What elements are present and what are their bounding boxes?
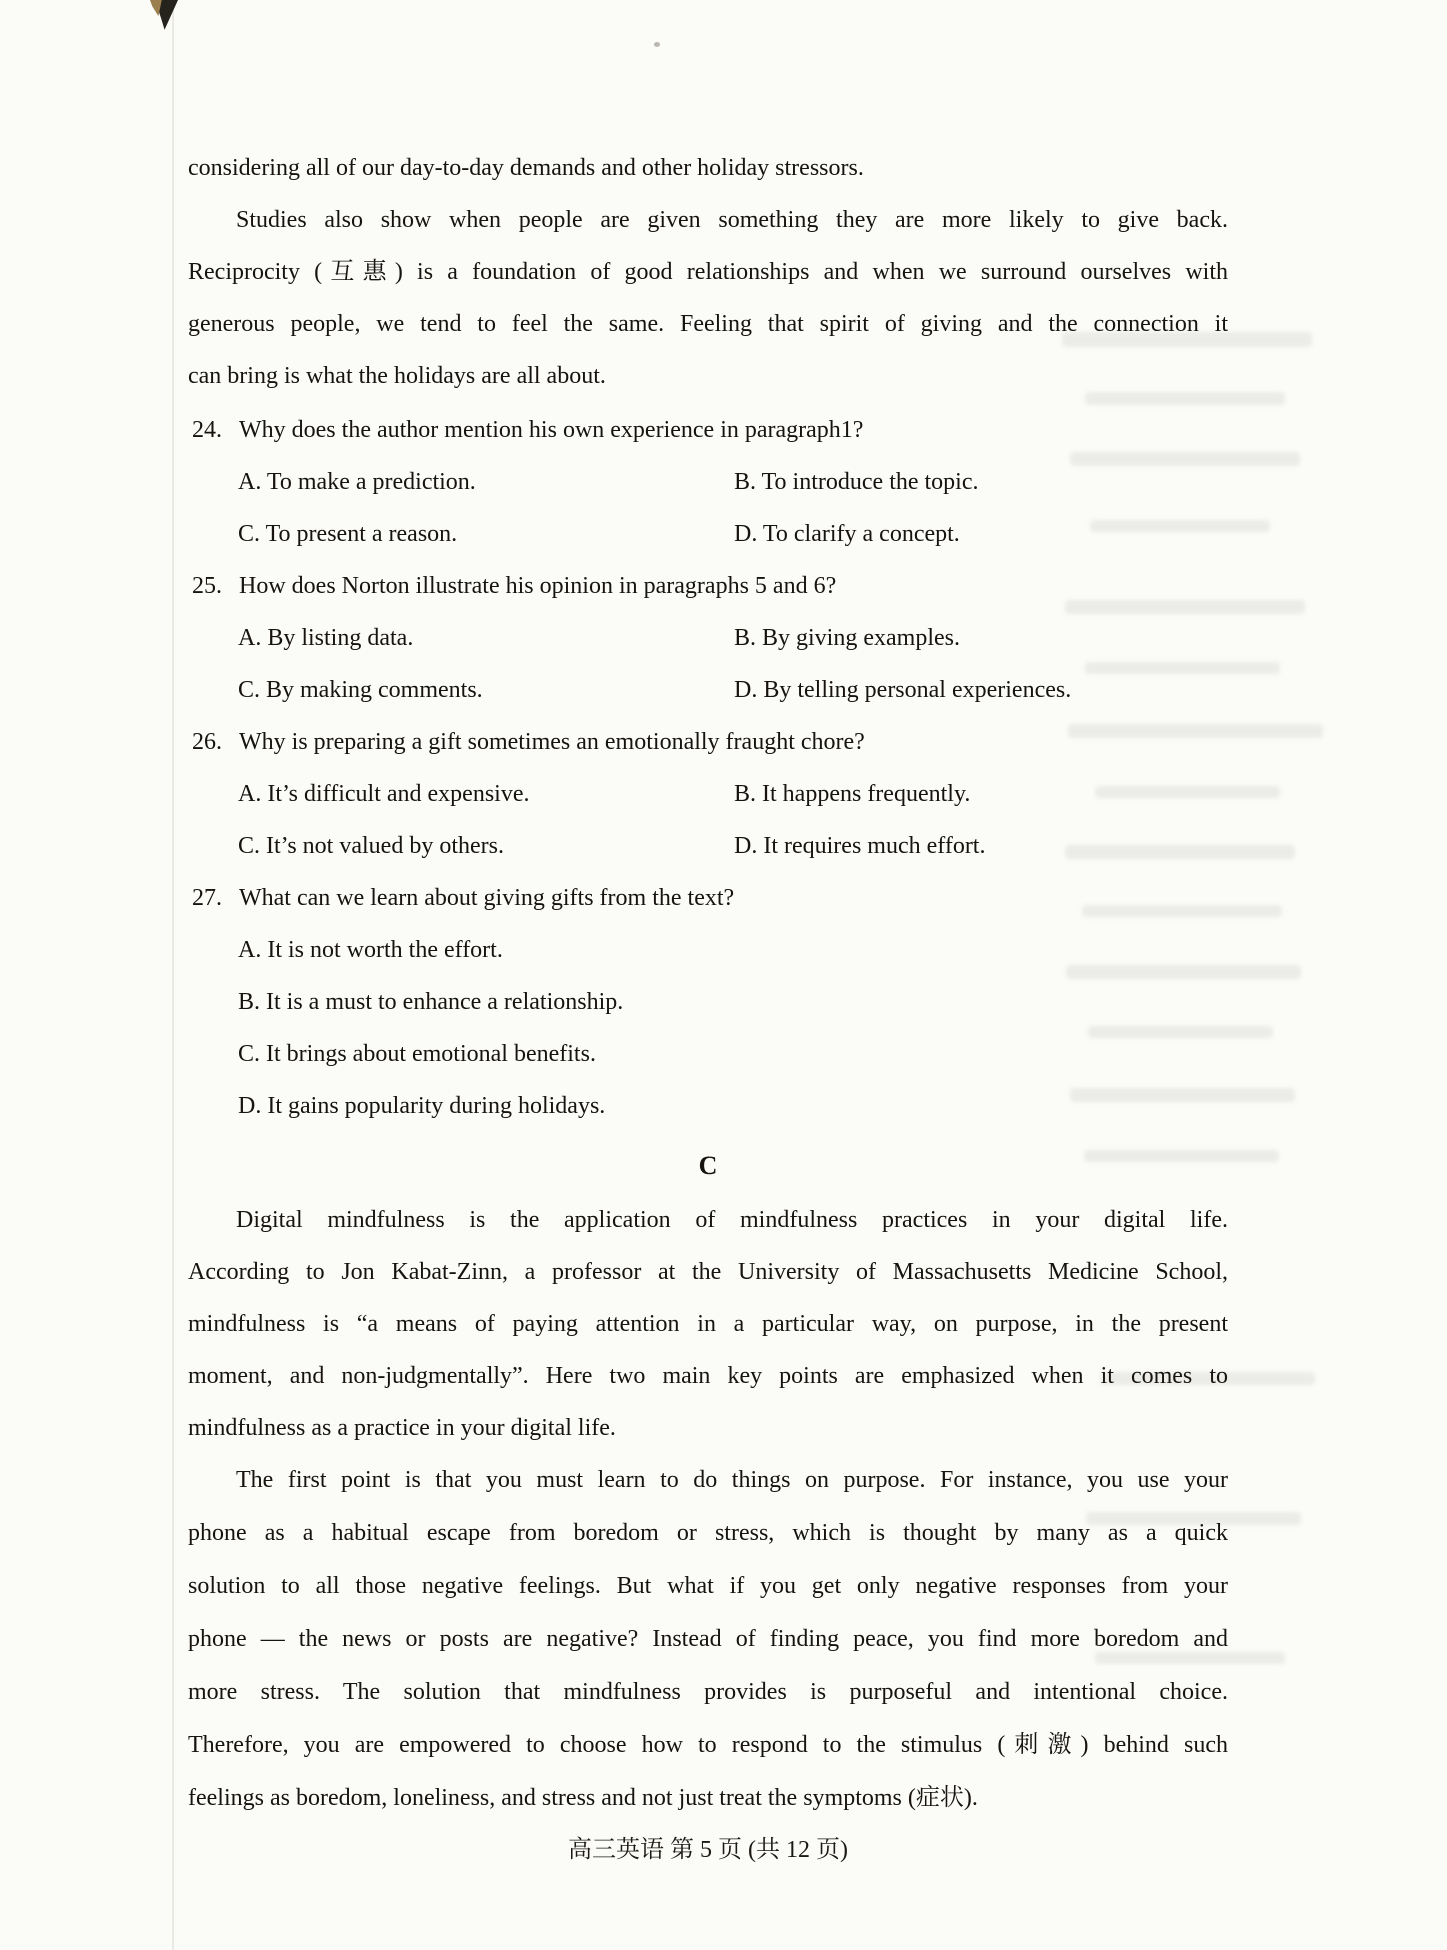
- question-26-option-a: A. It’s difficult and expensive.: [238, 781, 530, 807]
- passage-line: The first point is that you must learn to do things on purpose. For instance, you use your: [236, 1467, 1228, 1493]
- question-24-option-a: A. To make a prediction.: [238, 469, 476, 495]
- page-footer: 高三英语 第 5 页 (共 12 页): [568, 1837, 848, 1863]
- question-27-option-a: A. It is not worth the effort.: [238, 937, 503, 963]
- passage-line: solution to all those negative feelings. But what if you get only negative responses from your: [188, 1573, 1228, 1599]
- question-27: [188, 872, 1228, 1132]
- question-27-text: What can we learn about giving gifts from the text?: [239, 885, 735, 911]
- passage-line: can bring is what the holidays are all about.: [188, 363, 606, 389]
- question-25-option-b: B. By giving examples.: [734, 625, 960, 651]
- section-c-paragraph-2: [188, 1454, 1228, 1825]
- question-26-option-d: D. It requires much effort.: [734, 833, 986, 859]
- passage-line: phone — the news or posts are negative? Instead of finding peace, you find more boredom and: [188, 1626, 1228, 1652]
- passage-line: Reciprocity (互惠) is a foundation of good relationships and when we surround ourselves with: [188, 259, 1228, 285]
- exam-page-content: [188, 142, 1228, 1864]
- passage-line: phone as a habitual escape from boredom or stress, which is thought by many as a quick: [188, 1520, 1228, 1546]
- passage-line: feelings as boredom, loneliness, and stress and not just treat the symptoms (症状).: [188, 1785, 978, 1811]
- section-c-heading: C: [698, 1151, 718, 1180]
- question-25-number: 25.: [192, 573, 222, 599]
- question-24-option-b: B. To introduce the topic.: [734, 469, 979, 495]
- question-25-option-a: A. By listing data.: [238, 625, 414, 651]
- question-24-option-d: D. To clarify a concept.: [734, 521, 960, 547]
- question-27-option-b: B. It is a must to enhance a relationship.: [238, 989, 624, 1015]
- question-24-option-c: C. To present a reason.: [238, 521, 458, 547]
- section-c-paragraph-1: [188, 1194, 1228, 1454]
- question-26: [188, 716, 1228, 872]
- question-26-number: 26.: [192, 729, 222, 755]
- question-27-number: 27.: [192, 885, 222, 911]
- question-24-number: 24.: [192, 417, 222, 443]
- passage-line: mindfulness is “a means of paying attention in a particular way, on purpose, in the present: [188, 1311, 1228, 1337]
- passage-line: Therefore, you are empowered to choose how to respond to the stimulus (刺激) behind such: [188, 1732, 1228, 1758]
- passage-line: generous people, we tend to feel the same. Feeling that spirit of giving and the connection it: [188, 311, 1228, 337]
- question-26-option-c: C. It’s not valued by others.: [238, 833, 504, 859]
- passage-line: Studies also show when people are given something they are more likely to give back.: [236, 207, 1228, 233]
- passage-line: moment, and non-judgmentally”. Here two main key points are emphasized when it comes to: [188, 1363, 1228, 1389]
- question-26-option-b: B. It happens frequently.: [734, 781, 971, 807]
- question-27-option-c: C. It brings about emotional benefits.: [238, 1041, 596, 1067]
- scan-speck: [654, 42, 660, 47]
- scan-page-edge-line: [172, 0, 174, 1950]
- question-25-text: How does Norton illustrate his opinion in paragraphs 5 and 6?: [239, 573, 837, 599]
- passage-line: According to Jon Kabat-Zinn, a professor at the University of Massachusetts Medicine School,: [188, 1259, 1228, 1285]
- question-25: [188, 560, 1228, 716]
- passage-line: more stress. The solution that mindfulness provides is purposeful and intentional choice.: [188, 1679, 1228, 1705]
- passage-line: Digital mindfulness is the application of mindfulness practices in your digital life.: [236, 1207, 1228, 1233]
- question-25-option-d: D. By telling personal experiences.: [734, 677, 1072, 703]
- question-25-option-c: C. By making comments.: [238, 677, 483, 703]
- passage-b-ending-paragraph: [188, 142, 1228, 402]
- pen-mark: [150, 0, 178, 31]
- passage-line: considering all of our day-to-day demands and other holiday stressors.: [188, 155, 864, 181]
- question-24-text: Why does the author mention his own experience in paragraph1?: [239, 417, 864, 443]
- question-24: [188, 404, 1228, 560]
- question-27-option-d: D. It gains popularity during holidays.: [238, 1093, 606, 1119]
- questions-24-27: [188, 404, 1228, 1132]
- question-26-text: Why is preparing a gift sometimes an emotionally fraught chore?: [239, 729, 865, 755]
- passage-line: mindfulness as a practice in your digital life.: [188, 1415, 616, 1441]
